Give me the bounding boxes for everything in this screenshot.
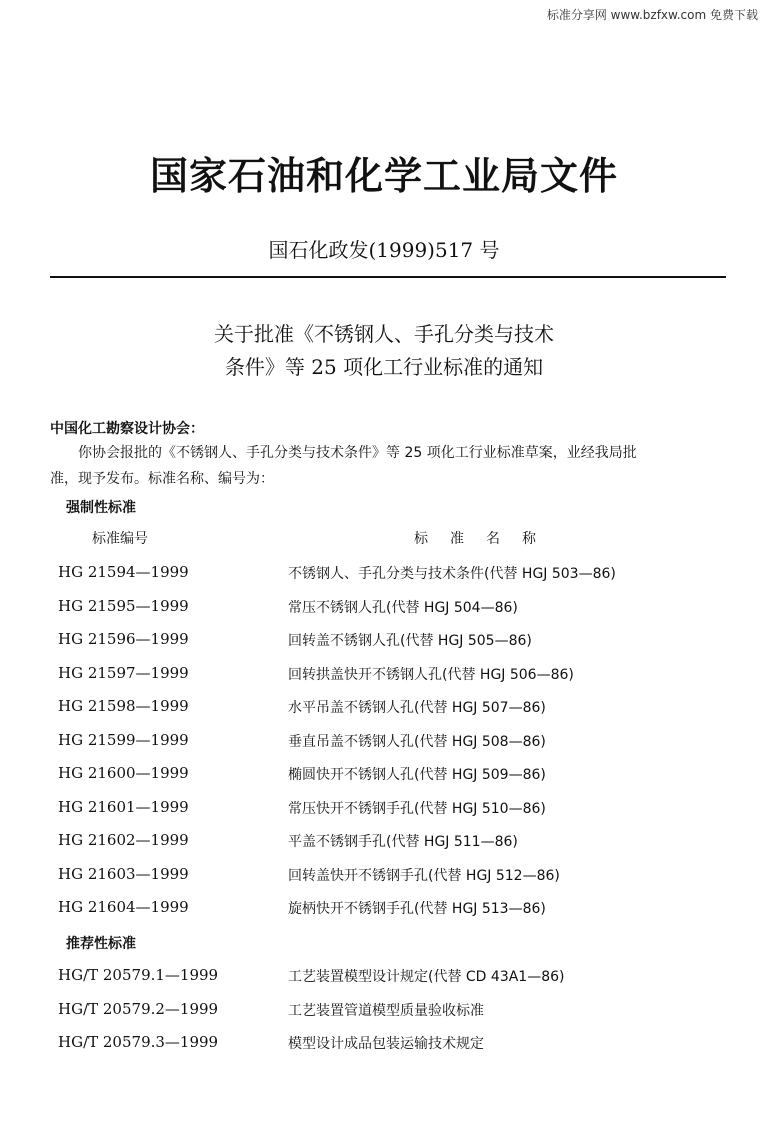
standard-code: HG 21596—1999 [58, 630, 189, 648]
standard-name: 常压快开不锈钢手孔(代替 HGJ 510—86) [288, 800, 546, 817]
body-paragraph [50, 440, 730, 492]
standard-name: 回转盖快开不锈钢手孔(代替 HGJ 512—86) [288, 867, 560, 884]
standard-name: 平盖不锈钢手孔(代替 HGJ 511—86) [288, 834, 518, 850]
standard-code: HG 21604—1999 [58, 898, 189, 916]
recommended-heading: 推荐性标准 [66, 936, 136, 952]
column-header-name: 标准名称 [414, 531, 558, 547]
watermark-text: 标准分享网 www.bzfxw.com 免费下载 [546, 8, 758, 22]
mandatory-standards-list [58, 563, 738, 932]
standard-name: 不锈钢人、手孔分类与技术条件(代替 HGJ 503—86) [288, 566, 616, 582]
notice-title-line: 关于批准《不锈钢人、手孔分类与技术 [214, 322, 554, 346]
standard-code: HG 21597—1999 [58, 663, 189, 682]
standard-code: HG 21603—1999 [58, 864, 189, 883]
standard-row [58, 563, 738, 597]
standard-row [58, 764, 738, 798]
standard-row [58, 898, 738, 932]
body-line: 你协会报批的《不锈钢人、手孔分类与技术条件》等 25 项化工行业标准草案，业经我局批 [78, 445, 637, 461]
notice-title-line: 条件》等 25 项化工行业标准的通知 [224, 355, 544, 379]
document-title: 国家石油和化学工业局文件 [149, 154, 618, 198]
standard-row [58, 630, 738, 664]
standard-code: HG/T 20579.1—1999 [58, 966, 219, 984]
standard-row [58, 1000, 738, 1034]
standard-code: HG 21598—1999 [58, 697, 189, 715]
recommended-standards-list [58, 966, 738, 1067]
standard-code: HG/T 20579.2—1999 [58, 999, 219, 1018]
standard-row [58, 597, 738, 631]
header-divider [50, 276, 726, 278]
standard-row [58, 697, 738, 731]
standard-code: HG 21599—1999 [58, 730, 189, 749]
standard-name: 回转拱盖快开不锈钢人孔(代替 HGJ 506—86) [288, 666, 574, 683]
standard-name: 垂直吊盖不锈钢人孔(代替 HGJ 508—86) [288, 733, 546, 750]
standard-name: 回转盖不锈钢人孔(代替 HGJ 505—86) [288, 633, 532, 649]
standard-row [58, 865, 738, 899]
document-number: 国石化政发(1999)517 号 [268, 238, 500, 262]
standard-code: HG 21594—1999 [58, 563, 189, 581]
standard-row [58, 1033, 738, 1067]
standard-name: 椭圆快开不锈钢人孔(代替 HGJ 509—86) [288, 767, 546, 783]
standard-name: 常压不锈钢人孔(代替 HGJ 504—86) [288, 599, 518, 616]
standard-row [58, 966, 738, 1000]
column-header-code: 标准编号 [92, 531, 148, 547]
standard-row [58, 731, 738, 765]
standard-code: HG/T 20579.3—1999 [58, 1033, 219, 1051]
notice-title [0, 318, 768, 384]
standard-name: 模型设计成品包装运输技术规定 [288, 1036, 484, 1052]
mandatory-heading: 强制性标准 [66, 500, 136, 516]
standard-name: 水平吊盖不锈钢人孔(代替 HGJ 507—86) [288, 700, 546, 716]
standard-code: HG 21600—1999 [58, 764, 189, 782]
standard-name: 旋柄快开不锈钢手孔(代替 HGJ 513—86) [288, 901, 546, 917]
standard-code: HG 21602—1999 [58, 831, 189, 849]
recipient: 中国化工勘察设计协会： [50, 421, 204, 437]
standard-row [58, 664, 738, 698]
standard-name: 工艺装置管道模型质量验收标准 [288, 1002, 484, 1019]
standard-row [58, 831, 738, 865]
body-line: 准，现予发布。标准名称、编号为： [50, 471, 274, 487]
standard-name: 工艺装置模型设计规定(代替 CD 43A1—86) [288, 969, 565, 985]
standard-row [58, 798, 738, 832]
standard-code: HG 21595—1999 [58, 596, 189, 615]
standard-code: HG 21601—1999 [58, 797, 189, 816]
